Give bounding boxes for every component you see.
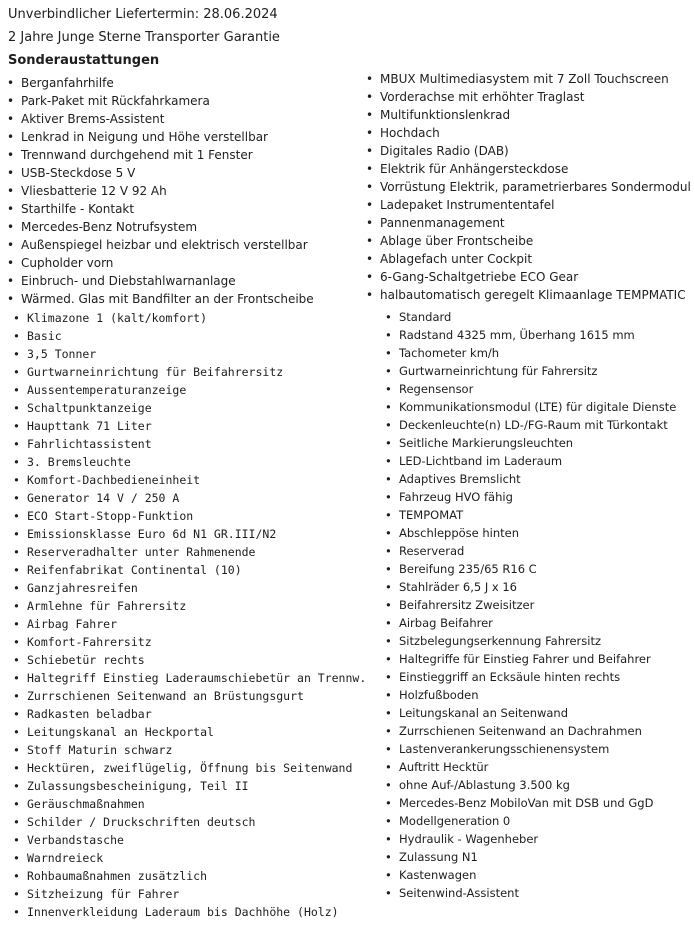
list-item: • Kastenwagen — [384, 866, 676, 884]
list-item: • 3. Bremsleuchte — [12, 453, 366, 471]
list-item: • Leitungskanal an Heckportal — [12, 723, 366, 741]
list-item: • Zurrschienen Seitenwand an Brüstungsgurt — [12, 687, 366, 705]
list-item: • Haupttank 71 Liter — [12, 417, 366, 435]
list-item: • Lenkrad in Neigung und Höhe verstellbar — [6, 128, 314, 146]
list-item: • Komfort-Fahrersitz — [12, 633, 366, 651]
list-item: • Trennwand durchgehend mit 1 Fenster — [6, 146, 314, 164]
list-item: • Holzfußboden — [384, 686, 676, 704]
list-item: • Vliesbatterie 12 V 92 Ah — [6, 182, 314, 200]
list-item: • Airbag Fahrer — [12, 615, 366, 633]
list-item: • Modellgeneration 0 — [384, 812, 676, 830]
list-item: • Zulassung N1 — [384, 848, 676, 866]
equipment-list-1-left — [6, 74, 314, 308]
list-item: • Geräuschmaßnahmen — [12, 795, 366, 813]
delivery-date-line: Unverbindlicher Liefertermin: 28.06.2024 — [8, 7, 278, 22]
list-item: • Innenverkleidung Laderaum bis Dachhöhe (Holz) — [12, 903, 366, 921]
list-item: • Ablage über Frontscheibe — [365, 232, 691, 250]
equipment-list-1-right — [365, 70, 691, 304]
list-item: • halbautomatisch geregelt Klimaanlage TEMPMATIC — [365, 286, 691, 304]
list-item: • Sitzheizung für Fahrer — [12, 885, 366, 903]
list-item: • Basic — [12, 327, 366, 345]
list-item: • Fahrlichtassistent — [12, 435, 366, 453]
list-item: • Hochdach — [365, 124, 691, 142]
list-item: • Seitliche Markierungsleuchten — [384, 434, 676, 452]
list-item: • 3,5 Tonner — [12, 345, 366, 363]
list-item: • Seitenwind-Assistent — [384, 884, 676, 902]
list-item: • Aktiver Brems-Assistent — [6, 110, 314, 128]
list-item: • Ladepaket Instrumententafel — [365, 196, 691, 214]
list-item: • Haltegriffe für Einstieg Fahrer und Beifahrer — [384, 650, 676, 668]
list-item: • Lastenverankerungsschienensystem — [384, 740, 676, 758]
list-item: • Abschleppöse hinten — [384, 524, 676, 542]
list-item: • Stoff Maturin schwarz — [12, 741, 366, 759]
list-item: • Rohbaumaßnahmen zusätzlich — [12, 867, 366, 885]
list-item: • Warndreieck — [12, 849, 366, 867]
list-item: • Vorrüstung Elektrik, parametrierbares Sondermodul — [365, 178, 691, 196]
list-item: • Außenspiegel heizbar und elektrisch verstellbar — [6, 236, 314, 254]
list-item: • Ganzjahresreifen — [12, 579, 366, 597]
list-item: • ECO Start-Stopp-Funktion — [12, 507, 366, 525]
list-item: • Komfort-Dachbedieneinheit — [12, 471, 366, 489]
list-item: • Zulassungsbescheinigung, Teil II — [12, 777, 366, 795]
list-item: • Park-Paket mit Rückfahrkamera — [6, 92, 314, 110]
list-item: • Hydraulik - Wagenheber — [384, 830, 676, 848]
list-item: • Einbruch- und Diebstahlwarnanlage — [6, 272, 314, 290]
equipment-list-2-right — [384, 308, 676, 902]
list-item: • Generator 14 V / 250 A — [12, 489, 366, 507]
list-item: • Adaptives Bremslicht — [384, 470, 676, 488]
list-item: • Standard — [384, 308, 676, 326]
list-item: • Leitungskanal an Seitenwand — [384, 704, 676, 722]
list-item: • Schaltpunktanzeige — [12, 399, 366, 417]
list-item: • Emissionsklasse Euro 6d N1 GR.III/N2 — [12, 525, 366, 543]
list-item: • Bereifung 235/65 R16 C — [384, 560, 676, 578]
list-item: • Tachometer km/h — [384, 344, 676, 362]
list-item: • Berganfahrhilfe — [6, 74, 314, 92]
list-item: • Digitales Radio (DAB) — [365, 142, 691, 160]
list-item: • Cupholder vorn — [6, 254, 314, 272]
list-item: • Reifenfabrikat Continental (10) — [12, 561, 366, 579]
list-item: • Deckenleuchte(n) LD-/FG-Raum mit Türkontakt — [384, 416, 676, 434]
list-item: • Hecktüren, zweiflügelig, Öffnung bis Seitenwand — [12, 759, 366, 777]
list-item: • Starthilfe - Kontakt — [6, 200, 314, 218]
list-item: • Kommunikationsmodul (LTE) für digitale Dienste — [384, 398, 676, 416]
list-item: • Multifunktionslenkrad — [365, 106, 691, 124]
list-item: • Stahlräder 6,5 J x 16 — [384, 578, 676, 596]
list-item: • Armlehne für Fahrersitz — [12, 597, 366, 615]
list-item: • Zurrschienen Seitenwand an Dachrahmen — [384, 722, 676, 740]
list-item: • Airbag Beifahrer — [384, 614, 676, 632]
list-item: • Radkasten beladbar — [12, 705, 366, 723]
list-item: • Reserveradhalter unter Rahmenende — [12, 543, 366, 561]
equipment-list-2-left — [12, 309, 366, 921]
list-item: • Ablagefach unter Cockpit — [365, 250, 691, 268]
list-item: • Verbandstasche — [12, 831, 366, 849]
list-item: • Regensensor — [384, 380, 676, 398]
list-item: • Wärmed. Glas mit Bandfilter an der Frontscheibe — [6, 290, 314, 308]
list-item: • Fahrzeug HVO fähig — [384, 488, 676, 506]
list-item: • Einstieggriff an Ecksäule hinten rechts — [384, 668, 676, 686]
warranty-line: 2 Jahre Junge Sterne Transporter Garantie — [8, 30, 280, 45]
list-item: • Gurtwarneinrichtung für Beifahrersitz — [12, 363, 366, 381]
list-item: • Schiebetür rechts — [12, 651, 366, 669]
list-item: • Reserverad — [384, 542, 676, 560]
list-item: • Mercedes-Benz Notrufsystem — [6, 218, 314, 236]
list-item: • TEMPOMAT — [384, 506, 676, 524]
list-item: • Aussentemperaturanzeige — [12, 381, 366, 399]
list-item: • Beifahrersitz Zweisitzer — [384, 596, 676, 614]
section-title: Sonderaustattungen — [8, 53, 160, 68]
list-item: • Radstand 4325 mm, Überhang 1615 mm — [384, 326, 676, 344]
list-item: • Schilder / Druckschriften deutsch — [12, 813, 366, 831]
list-item: • USB-Steckdose 5 V — [6, 164, 314, 182]
list-item: • MBUX Multimediasystem mit 7 Zoll Touchscreen — [365, 70, 691, 88]
list-item: • 6-Gang-Schaltgetriebe ECO Gear — [365, 268, 691, 286]
list-item: • Vorderachse mit erhöhter Traglast — [365, 88, 691, 106]
list-item: • Gurtwarneinrichtung für Fahrersitz — [384, 362, 676, 380]
list-item: • Auftritt Hecktür — [384, 758, 676, 776]
list-item: • LED-Lichtband im Laderaum — [384, 452, 676, 470]
list-item: • Haltegriff Einstieg Laderaumschiebetür an Trennw. — [12, 669, 366, 687]
list-item: • Sitzbelegungserkennung Fahrersitz — [384, 632, 676, 650]
list-item: • Mercedes-Benz MobiloVan mit DSB und GgD — [384, 794, 676, 812]
list-item: • ohne Auf-/Ablastung 3.500 kg — [384, 776, 676, 794]
list-item: • Klimazone 1 (kalt/komfort) — [12, 309, 366, 327]
list-item: • Pannenmanagement — [365, 214, 691, 232]
list-item: • Elektrik für Anhängersteckdose — [365, 160, 691, 178]
